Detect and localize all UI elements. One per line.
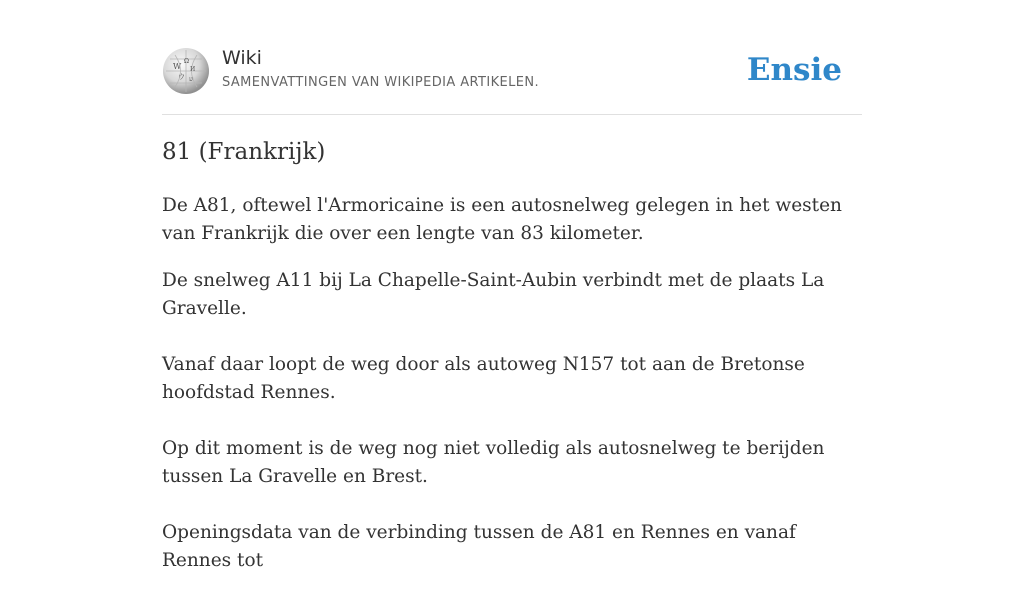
- article-content: [162, 136, 862, 594]
- site-title[interactable]: Wiki: [222, 47, 262, 69]
- site-header: [162, 44, 862, 115]
- page-title: 81 (Frankrijk): [162, 139, 326, 165]
- brand-logo-text[interactable]: Ensie: [746, 52, 842, 88]
- svg-text:ウ: ウ: [178, 73, 185, 81]
- article-paragraph: De A81, oftewel l'Armoricaine is een autosnelweg gelegen in het westen van Frankrijk die over een lengte van 83 kilometer.: [162, 195, 842, 244]
- svg-text:И: И: [190, 66, 196, 73]
- article-paragraph: Op dit moment is de weg nog niet volledig als autosnelweg te berijden tussen La Gravelle en Brest.: [162, 438, 825, 487]
- article-paragraph: Vanaf daar loopt de weg door als autoweg N157 tot aan de Bretonse hoofdstad Rennes.: [162, 354, 805, 403]
- wikipedia-globe-icon[interactable]: [162, 47, 210, 95]
- svg-text:Ω: Ω: [184, 58, 189, 65]
- svg-text:W: W: [173, 62, 182, 71]
- article-paragraph: De snelweg A11 bij La Chapelle-Saint-Aubin verbindt met de plaats La Gravelle.: [162, 270, 825, 319]
- article-paragraph: Openingsdata van de verbinding tussen de A81 en Rennes en vanaf Rennes tot: [162, 522, 796, 571]
- site-tagline: SAMENVATTINGEN VAN WIKIPEDIA ARTIKELEN.: [222, 75, 540, 90]
- svg-text:ש: ש: [189, 76, 194, 83]
